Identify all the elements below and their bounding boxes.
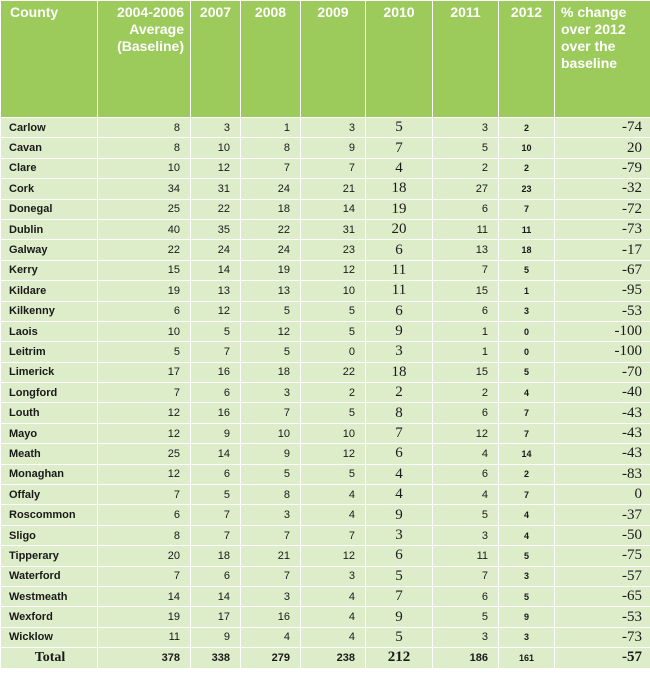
table-row (1, 321, 650, 341)
cell-percent-change: -67 (555, 260, 650, 280)
cell-2011: 1 (433, 321, 499, 341)
header-2011: 2011 (433, 1, 499, 118)
cell-2012: 4 (499, 505, 555, 525)
cell-2009: 10 (301, 423, 366, 443)
cell-2007: 9 (191, 423, 241, 443)
cell-county: Westmeath (1, 586, 98, 606)
cell-2009: 22 (301, 362, 366, 382)
cell-2009: 12 (301, 546, 366, 566)
cell-2008: 3 (241, 383, 301, 403)
cell-2011: 3 (433, 118, 499, 138)
cell-2011: 6 (433, 301, 499, 321)
table-row (1, 199, 650, 219)
cell-baseline: 10 (98, 158, 191, 178)
cell-percent-change: -70 (555, 362, 650, 382)
cell-county: Wicklow (1, 627, 98, 647)
cell-2008: 3 (241, 586, 301, 606)
cell-county: Galway (1, 240, 98, 260)
cell-county: Sligo (1, 525, 98, 545)
cell-2009: 4 (301, 607, 366, 627)
cell-2007: 31 (191, 179, 241, 199)
cell-2010: 4 (366, 485, 433, 505)
cell-2012: 9 (499, 607, 555, 627)
cell-2012: 3 (499, 301, 555, 321)
cell-2011: 4 (433, 485, 499, 505)
table-row (1, 525, 650, 545)
cell-2009: 5 (301, 321, 366, 341)
cell-baseline: 25 (98, 199, 191, 219)
cell-2011: 5 (433, 505, 499, 525)
cell-2010: 9 (366, 321, 433, 341)
cell-2012: 23 (499, 179, 555, 199)
cell-2007: 35 (191, 219, 241, 239)
cell-baseline: 8 (98, 525, 191, 545)
cell-percent-change: -53 (555, 607, 650, 627)
header-percent-change: % change over 2012 over the baseline (555, 1, 650, 118)
cell-percent-change: -100 (555, 342, 650, 362)
cell-2010: 7 (366, 586, 433, 606)
table-row (1, 158, 650, 178)
header-2010: 2010 (366, 1, 433, 118)
cell-baseline: 34 (98, 179, 191, 199)
cell-2007: 12 (191, 158, 241, 178)
cell-2010: 18 (366, 179, 433, 199)
cell-2010: 7 (366, 138, 433, 158)
cell-2012: 161 (499, 648, 555, 668)
cell-2007: 17 (191, 607, 241, 627)
cell-2007: 22 (191, 199, 241, 219)
cell-2011: 5 (433, 138, 499, 158)
cell-2009: 4 (301, 586, 366, 606)
cell-2012: 11 (499, 219, 555, 239)
cell-2007: 3 (191, 118, 241, 138)
cell-2007: 9 (191, 627, 241, 647)
cell-2008: 5 (241, 464, 301, 484)
cell-baseline: 11 (98, 627, 191, 647)
cell-percent-change: -53 (555, 301, 650, 321)
cell-baseline: 6 (98, 505, 191, 525)
cell-county: Cork (1, 179, 98, 199)
cell-2012: 4 (499, 525, 555, 545)
cell-county: Leitrim (1, 342, 98, 362)
cell-percent-change: -75 (555, 546, 650, 566)
cell-2010: 4 (366, 464, 433, 484)
cell-2009: 12 (301, 444, 366, 464)
cell-2009: 4 (301, 505, 366, 525)
cell-county: Total (1, 648, 98, 668)
cell-2007: 6 (191, 383, 241, 403)
cell-percent-change: 20 (555, 138, 650, 158)
cell-2009: 10 (301, 281, 366, 301)
cell-2012: 5 (499, 586, 555, 606)
cell-percent-change: -43 (555, 403, 650, 423)
total-row (1, 648, 650, 668)
cell-2008: 7 (241, 525, 301, 545)
cell-2012: 18 (499, 240, 555, 260)
cell-county: Kilkenny (1, 301, 98, 321)
cell-2011: 27 (433, 179, 499, 199)
cell-2009: 4 (301, 627, 366, 647)
cell-percent-change: -57 (555, 648, 650, 668)
cell-percent-change: -72 (555, 199, 650, 219)
cell-2007: 18 (191, 546, 241, 566)
cell-2012: 2 (499, 464, 555, 484)
cell-2008: 24 (241, 240, 301, 260)
cell-2012: 4 (499, 383, 555, 403)
cell-percent-change: -65 (555, 586, 650, 606)
cell-2008: 18 (241, 362, 301, 382)
cell-2010: 6 (366, 240, 433, 260)
cell-2010: 2 (366, 383, 433, 403)
cell-county: Wexford (1, 607, 98, 627)
cell-2008: 13 (241, 281, 301, 301)
cell-2007: 6 (191, 464, 241, 484)
cell-2009: 7 (301, 525, 366, 545)
cell-2008: 5 (241, 301, 301, 321)
cell-percent-change: -40 (555, 383, 650, 403)
cell-county: Cavan (1, 138, 98, 158)
cell-2012: 7 (499, 199, 555, 219)
cell-2011: 6 (433, 199, 499, 219)
cell-county: Longford (1, 383, 98, 403)
cell-2008: 22 (241, 219, 301, 239)
cell-2007: 12 (191, 301, 241, 321)
cell-2011: 15 (433, 362, 499, 382)
cell-2012: 7 (499, 485, 555, 505)
cell-2010: 6 (366, 444, 433, 464)
table-row (1, 627, 650, 647)
cell-2010: 6 (366, 546, 433, 566)
cell-baseline: 25 (98, 444, 191, 464)
cell-2007: 16 (191, 403, 241, 423)
cell-2008: 5 (241, 342, 301, 362)
cell-2010: 7 (366, 423, 433, 443)
cell-2008: 3 (241, 505, 301, 525)
cell-baseline: 378 (98, 648, 191, 668)
cell-2007: 14 (191, 260, 241, 280)
cell-2008: 7 (241, 403, 301, 423)
cell-baseline: 19 (98, 281, 191, 301)
table-body (1, 118, 650, 669)
cell-2011: 186 (433, 648, 499, 668)
cell-2011: 3 (433, 525, 499, 545)
header-2007: 2007 (191, 1, 241, 118)
table-row (1, 464, 650, 484)
cell-2009: 9 (301, 138, 366, 158)
cell-county: Tipperary (1, 546, 98, 566)
cell-baseline: 17 (98, 362, 191, 382)
table-row (1, 260, 650, 280)
table-row (1, 240, 650, 260)
cell-2008: 9 (241, 444, 301, 464)
table-header (1, 1, 650, 118)
table-row (1, 485, 650, 505)
table-row (1, 219, 650, 239)
cell-2010: 20 (366, 219, 433, 239)
cell-2012: 5 (499, 546, 555, 566)
cell-2007: 5 (191, 485, 241, 505)
cell-2007: 7 (191, 525, 241, 545)
cell-2012: 1 (499, 281, 555, 301)
cell-percent-change: -37 (555, 505, 650, 525)
cell-2009: 21 (301, 179, 366, 199)
cell-2008: 21 (241, 546, 301, 566)
cell-2010: 212 (366, 648, 433, 668)
cell-2008: 8 (241, 138, 301, 158)
cell-2009: 4 (301, 485, 366, 505)
header-row (1, 1, 650, 118)
cell-2008: 16 (241, 607, 301, 627)
cell-2011: 5 (433, 607, 499, 627)
cell-2007: 6 (191, 566, 241, 586)
cell-2009: 12 (301, 260, 366, 280)
cell-2007: 16 (191, 362, 241, 382)
cell-2011: 7 (433, 260, 499, 280)
cell-2011: 12 (433, 423, 499, 443)
cell-2012: 7 (499, 403, 555, 423)
cell-2011: 6 (433, 464, 499, 484)
cell-2010: 6 (366, 301, 433, 321)
cell-2011: 11 (433, 546, 499, 566)
cell-2010: 5 (366, 118, 433, 138)
cell-2008: 8 (241, 485, 301, 505)
cell-2011: 11 (433, 219, 499, 239)
header-baseline: 2004-2006 Average (Baseline) (98, 1, 191, 118)
cell-2009: 3 (301, 566, 366, 586)
table-row (1, 423, 650, 443)
cell-2012: 2 (499, 118, 555, 138)
table-row (1, 505, 650, 525)
cell-baseline: 40 (98, 219, 191, 239)
cell-percent-change: -43 (555, 423, 650, 443)
header-2012: 2012 (499, 1, 555, 118)
cell-2007: 7 (191, 342, 241, 362)
cell-2007: 14 (191, 444, 241, 464)
cell-2008: 18 (241, 199, 301, 219)
cell-2011: 3 (433, 627, 499, 647)
cell-2010: 3 (366, 525, 433, 545)
cell-2008: 7 (241, 566, 301, 586)
cell-2011: 15 (433, 281, 499, 301)
cell-baseline: 8 (98, 118, 191, 138)
cell-2012: 0 (499, 321, 555, 341)
cell-2010: 9 (366, 607, 433, 627)
cell-baseline: 19 (98, 607, 191, 627)
cell-baseline: 8 (98, 138, 191, 158)
table-row (1, 546, 650, 566)
cell-baseline: 7 (98, 566, 191, 586)
cell-2008: 10 (241, 423, 301, 443)
cell-2008: 279 (241, 648, 301, 668)
table-row (1, 179, 650, 199)
cell-2012: 14 (499, 444, 555, 464)
cell-2010: 5 (366, 566, 433, 586)
cell-2011: 2 (433, 158, 499, 178)
cell-county: Monaghan (1, 464, 98, 484)
cell-county: Roscommon (1, 505, 98, 525)
table-row (1, 383, 650, 403)
table-row (1, 444, 650, 464)
cell-2008: 24 (241, 179, 301, 199)
cell-2008: 4 (241, 627, 301, 647)
cell-2009: 5 (301, 403, 366, 423)
cell-percent-change: -43 (555, 444, 650, 464)
cell-2009: 5 (301, 464, 366, 484)
cell-baseline: 20 (98, 546, 191, 566)
cell-percent-change: -32 (555, 179, 650, 199)
cell-2007: 13 (191, 281, 241, 301)
table-row (1, 301, 650, 321)
cell-baseline: 10 (98, 321, 191, 341)
cell-2007: 5 (191, 321, 241, 341)
header-2008: 2008 (241, 1, 301, 118)
table-row (1, 403, 650, 423)
table-row (1, 118, 650, 138)
cell-county: Meath (1, 444, 98, 464)
cell-2012: 0 (499, 342, 555, 362)
cell-percent-change: -73 (555, 219, 650, 239)
cell-2012: 10 (499, 138, 555, 158)
cell-2011: 4 (433, 444, 499, 464)
cell-baseline: 7 (98, 485, 191, 505)
cell-2012: 2 (499, 158, 555, 178)
cell-county: Limerick (1, 362, 98, 382)
table-row (1, 281, 650, 301)
cell-2007: 7 (191, 505, 241, 525)
cell-2008: 12 (241, 321, 301, 341)
cell-2009: 5 (301, 301, 366, 321)
cell-baseline: 12 (98, 403, 191, 423)
table-row (1, 607, 650, 627)
cell-2010: 11 (366, 281, 433, 301)
cell-baseline: 5 (98, 342, 191, 362)
cell-2011: 6 (433, 586, 499, 606)
cell-county: Dublin (1, 219, 98, 239)
cell-2012: 7 (499, 423, 555, 443)
cell-2009: 238 (301, 648, 366, 668)
cell-2011: 13 (433, 240, 499, 260)
cell-county: Clare (1, 158, 98, 178)
cell-2010: 11 (366, 260, 433, 280)
cell-county: Offaly (1, 485, 98, 505)
cell-percent-change: -57 (555, 566, 650, 586)
cell-county: Carlow (1, 118, 98, 138)
cell-county: Laois (1, 321, 98, 341)
cell-baseline: 6 (98, 301, 191, 321)
header-2009: 2009 (301, 1, 366, 118)
table-row (1, 138, 650, 158)
cell-percent-change: 0 (555, 485, 650, 505)
cell-2012: 5 (499, 362, 555, 382)
cell-2007: 338 (191, 648, 241, 668)
cell-2011: 1 (433, 342, 499, 362)
cell-percent-change: -79 (555, 158, 650, 178)
cell-2009: 14 (301, 199, 366, 219)
cell-2009: 31 (301, 219, 366, 239)
cell-percent-change: -17 (555, 240, 650, 260)
cell-county: Waterford (1, 566, 98, 586)
cell-2010: 5 (366, 627, 433, 647)
cell-2011: 2 (433, 383, 499, 403)
cell-baseline: 14 (98, 586, 191, 606)
cell-2007: 14 (191, 586, 241, 606)
cell-2010: 9 (366, 505, 433, 525)
table-row (1, 362, 650, 382)
header-county: County (1, 1, 98, 118)
cell-2010: 18 (366, 362, 433, 382)
cell-2010: 19 (366, 199, 433, 219)
cell-2012: 3 (499, 627, 555, 647)
cell-baseline: 15 (98, 260, 191, 280)
cell-county: Mayo (1, 423, 98, 443)
cell-percent-change: -50 (555, 525, 650, 545)
table-row (1, 586, 650, 606)
cell-2007: 10 (191, 138, 241, 158)
cell-2012: 3 (499, 566, 555, 586)
cell-percent-change: -74 (555, 118, 650, 138)
cell-2009: 3 (301, 118, 366, 138)
cell-baseline: 7 (98, 383, 191, 403)
cell-2008: 7 (241, 158, 301, 178)
cell-2011: 6 (433, 403, 499, 423)
cell-2012: 5 (499, 260, 555, 280)
cell-2009: 2 (301, 383, 366, 403)
cell-2011: 7 (433, 566, 499, 586)
table-row (1, 566, 650, 586)
cell-county: Kerry (1, 260, 98, 280)
cell-2009: 0 (301, 342, 366, 362)
cell-2010: 3 (366, 342, 433, 362)
cell-county: Kildare (1, 281, 98, 301)
cell-county: Louth (1, 403, 98, 423)
cell-2010: 4 (366, 158, 433, 178)
cell-baseline: 12 (98, 423, 191, 443)
cell-2009: 7 (301, 158, 366, 178)
cell-2008: 1 (241, 118, 301, 138)
cell-percent-change: -100 (555, 321, 650, 341)
cell-baseline: 12 (98, 464, 191, 484)
cell-2008: 19 (241, 260, 301, 280)
cell-percent-change: -95 (555, 281, 650, 301)
table-row (1, 342, 650, 362)
cell-county: Donegal (1, 199, 98, 219)
cell-2010: 8 (366, 403, 433, 423)
cell-2009: 23 (301, 240, 366, 260)
cell-percent-change: -83 (555, 464, 650, 484)
cell-2007: 24 (191, 240, 241, 260)
cell-percent-change: -73 (555, 627, 650, 647)
cell-baseline: 22 (98, 240, 191, 260)
